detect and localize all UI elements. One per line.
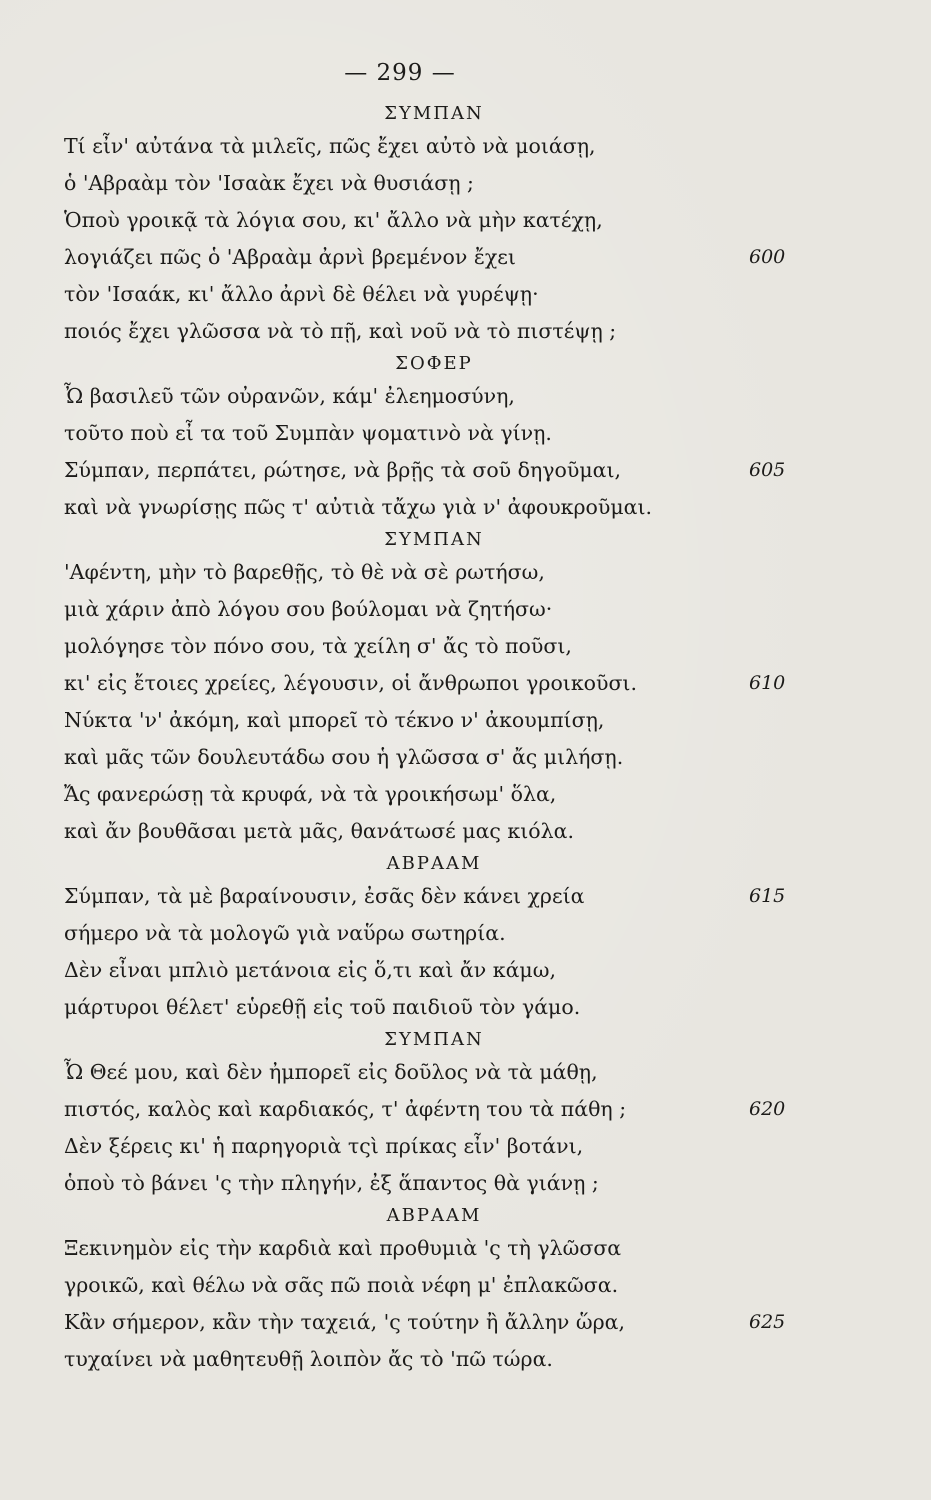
verse-line: [64, 702, 864, 739]
verse-line: [64, 415, 864, 452]
line-number: 615: [749, 885, 786, 907]
verse-line-text: μολόγησε τὸν πόνο σου, τὰ χείλη σ' ἄς τὸ ποῦσι,: [64, 634, 572, 658]
line-number: 600: [749, 246, 786, 268]
verse-line-text: μάρτυροι θέλετ' εὑρεθῇ εἰς τοῦ παιδιοῦ τὸν γάμο.: [64, 995, 581, 1019]
verse-line: [64, 952, 864, 989]
page-number: — 299 —: [344, 60, 456, 86]
verse-line: [64, 239, 864, 276]
verse-line: [64, 1054, 864, 1091]
verse-line-text: ποιός ἔχει γλῶσσα νὰ τὸ πῇ, καὶ νοῦ νὰ τὸ πιστέψῃ ;: [64, 319, 617, 343]
verse-line: [64, 1230, 864, 1267]
verse-line-text: καὶ μᾶς τῶν δουλευτάδω σου ἡ γλῶσσα σ' ἄς μιλήσῃ.: [64, 745, 624, 769]
verse-line: [64, 1341, 864, 1378]
verse-line: [64, 628, 864, 665]
verse-line-text: Τί εἶν' αὐτάνα τὰ μιλεῖς, πῶς ἔχει αὐτὸ νὰ μοιάσῃ,: [64, 134, 596, 158]
verse-line: [64, 776, 864, 813]
verse-line: [64, 1267, 864, 1304]
line-number: 620: [749, 1098, 786, 1120]
line-number: 605: [749, 459, 786, 481]
speaker-heading: ΣΥΜΠΑΝ: [384, 103, 484, 124]
verse-line: [64, 1304, 864, 1341]
verse-line-text: 'Αφέντη, μὴν τὸ βαρεθῇς, τὸ θὲ νὰ σὲ ρωτήσω,: [64, 560, 545, 584]
verse-line: [64, 739, 864, 776]
verse-line-text: καὶ ἄν βουθᾶσαι μετὰ μᾶς, θανάτωσέ μας κιόλα.: [64, 819, 574, 843]
verse-line: [64, 1128, 864, 1165]
verse-line-text: Δὲν ξέρεις κι' ἡ παρηγοριὰ τςὶ πρίκας εἶν' βοτάνι,: [64, 1134, 584, 1158]
verse-line: [64, 489, 864, 526]
verse-line: [64, 202, 864, 239]
speaker-heading: ΣΟΦΕΡ: [395, 353, 473, 374]
verse-line: [64, 165, 864, 202]
verse-line: [64, 665, 864, 702]
verse-line-text: Ὦ βασιλεῦ τῶν οὐρανῶν, κάμ' ἐλεημοσύνη,: [64, 384, 515, 408]
verse-line-text: πιστός, καλὸς καὶ καρδιακός, τ' ἀφέντη του τὰ πάθη ;: [64, 1097, 627, 1121]
verse-line-text: Ἄς φανερώσῃ τὰ κρυφά, νὰ τὰ γροικήσωμ' ὅλα,: [64, 782, 557, 806]
verse-line: [64, 1091, 864, 1128]
speaker-heading: ΑΒΡΑΑΜ: [386, 1205, 482, 1226]
verse-line-text: Ὁποὺ γροικᾷ τὰ λόγια σου, κι' ἄλλο νὰ μὴν κατέχῃ,: [64, 208, 603, 232]
verse-line: [64, 554, 864, 591]
verse-line: [64, 878, 864, 915]
verse-line-text: Δὲν εἶναι μπλιὸ μετάνοια εἰς ὅ,τι καὶ ἄν κάμω,: [64, 958, 556, 982]
verse-line-text: ὁποὺ τὸ βάνει 'ς τὴν πληγήν, ἐξ ἅπαντος θὰ γιάνῃ ;: [64, 1171, 599, 1195]
speaker-heading: ΣΥΜΠΑΝ: [384, 529, 484, 550]
verse-line: [64, 915, 864, 952]
verse-line-text: Σύμπαν, τὰ μὲ βαραίνουσιν, ἐσᾶς δὲν κάνει χρεία: [64, 884, 585, 908]
verse-line-text: Ξεκινημὸν εἰς τὴν καρδιὰ καὶ προθυμιὰ 'ς τὴ γλῶσσα: [64, 1236, 622, 1260]
verse-line-text: γροικῶ, καὶ θέλω νὰ σᾶς πῶ ποιὰ νέφη μ' ἐπλακῶσα.: [64, 1273, 619, 1297]
verse-line: [64, 1165, 864, 1202]
line-number: 625: [749, 1311, 786, 1333]
verse-text: [64, 100, 864, 1378]
verse-line-text: τὸν 'Ισαάκ, κι' ἄλλο ἀρνὶ δὲ θέλει νὰ γυρέψῃ·: [64, 282, 539, 306]
speaker-heading: ΑΒΡΑΑΜ: [386, 853, 482, 874]
verse-line: [64, 591, 864, 628]
verse-line-text: Νύκτα 'ν' ἀκόμη, καὶ μπορεῖ τὸ τέκνο ν' ἀκουμπίσῃ,: [64, 708, 605, 732]
verse-line: [64, 276, 864, 313]
verse-line-text: τοῦτο ποὺ εἶ τα τοῦ Συμπὰν ψοματινὸ νὰ γίνῃ.: [64, 421, 552, 445]
verse-line-text: καὶ νὰ γνωρίσῃς πῶς τ' αὐτιὰ τἄχω γιὰ ν' ἀφουκροῦμαι.: [64, 495, 653, 519]
verse-line: [64, 989, 864, 1026]
verse-line-text: τυχαίνει νὰ μαθητευθῇ λοιπὸν ἄς τὸ 'πῶ τώρα.: [64, 1347, 553, 1371]
verse-line-text: Ὦ Θεέ μου, καὶ δὲν ἠμπορεῖ εἰς δοῦλος νὰ τὰ μάθῃ,: [64, 1060, 598, 1084]
verse-line: [64, 128, 864, 165]
verse-line-text: κι' εἰς ἔτοιες χρείες, λέγουσιν, οἱ ἄνθρωποι γροικοῦσι.: [64, 671, 637, 695]
verse-line-text: Κἂν σήμερον, κἂν τὴν ταχειά, 'ς τούτην ἢ ἄλλην ὥρα,: [64, 1310, 626, 1334]
verse-line: [64, 378, 864, 415]
verse-line: [64, 813, 864, 850]
verse-line: [64, 313, 864, 350]
verse-line-text: μιὰ χάριν ἀπὸ λόγου σου βούλομαι νὰ ζητήσω·: [64, 597, 553, 621]
speaker-heading: ΣΥΜΠΑΝ: [384, 1029, 484, 1050]
line-number: 610: [749, 672, 786, 694]
verse-line-text: σήμερο νὰ τὰ μολογῶ γιὰ ναὕρω σωτηρία.: [64, 921, 506, 945]
verse-line-text: λογιάζει πῶς ὁ 'Αβραὰμ ἀρνὶ βρεμένον ἔχει: [64, 245, 516, 269]
verse-line-text: ὁ 'Αβραὰμ τὸν 'Ισαὰκ ἔχει νὰ θυσιάσῃ ;: [64, 171, 474, 195]
verse-line-text: Σύμπαν, περπάτει, ρώτησε, νὰ βρῇς τὰ σοῦ δηγοῦμαι,: [64, 458, 622, 482]
verse-line: [64, 452, 864, 489]
